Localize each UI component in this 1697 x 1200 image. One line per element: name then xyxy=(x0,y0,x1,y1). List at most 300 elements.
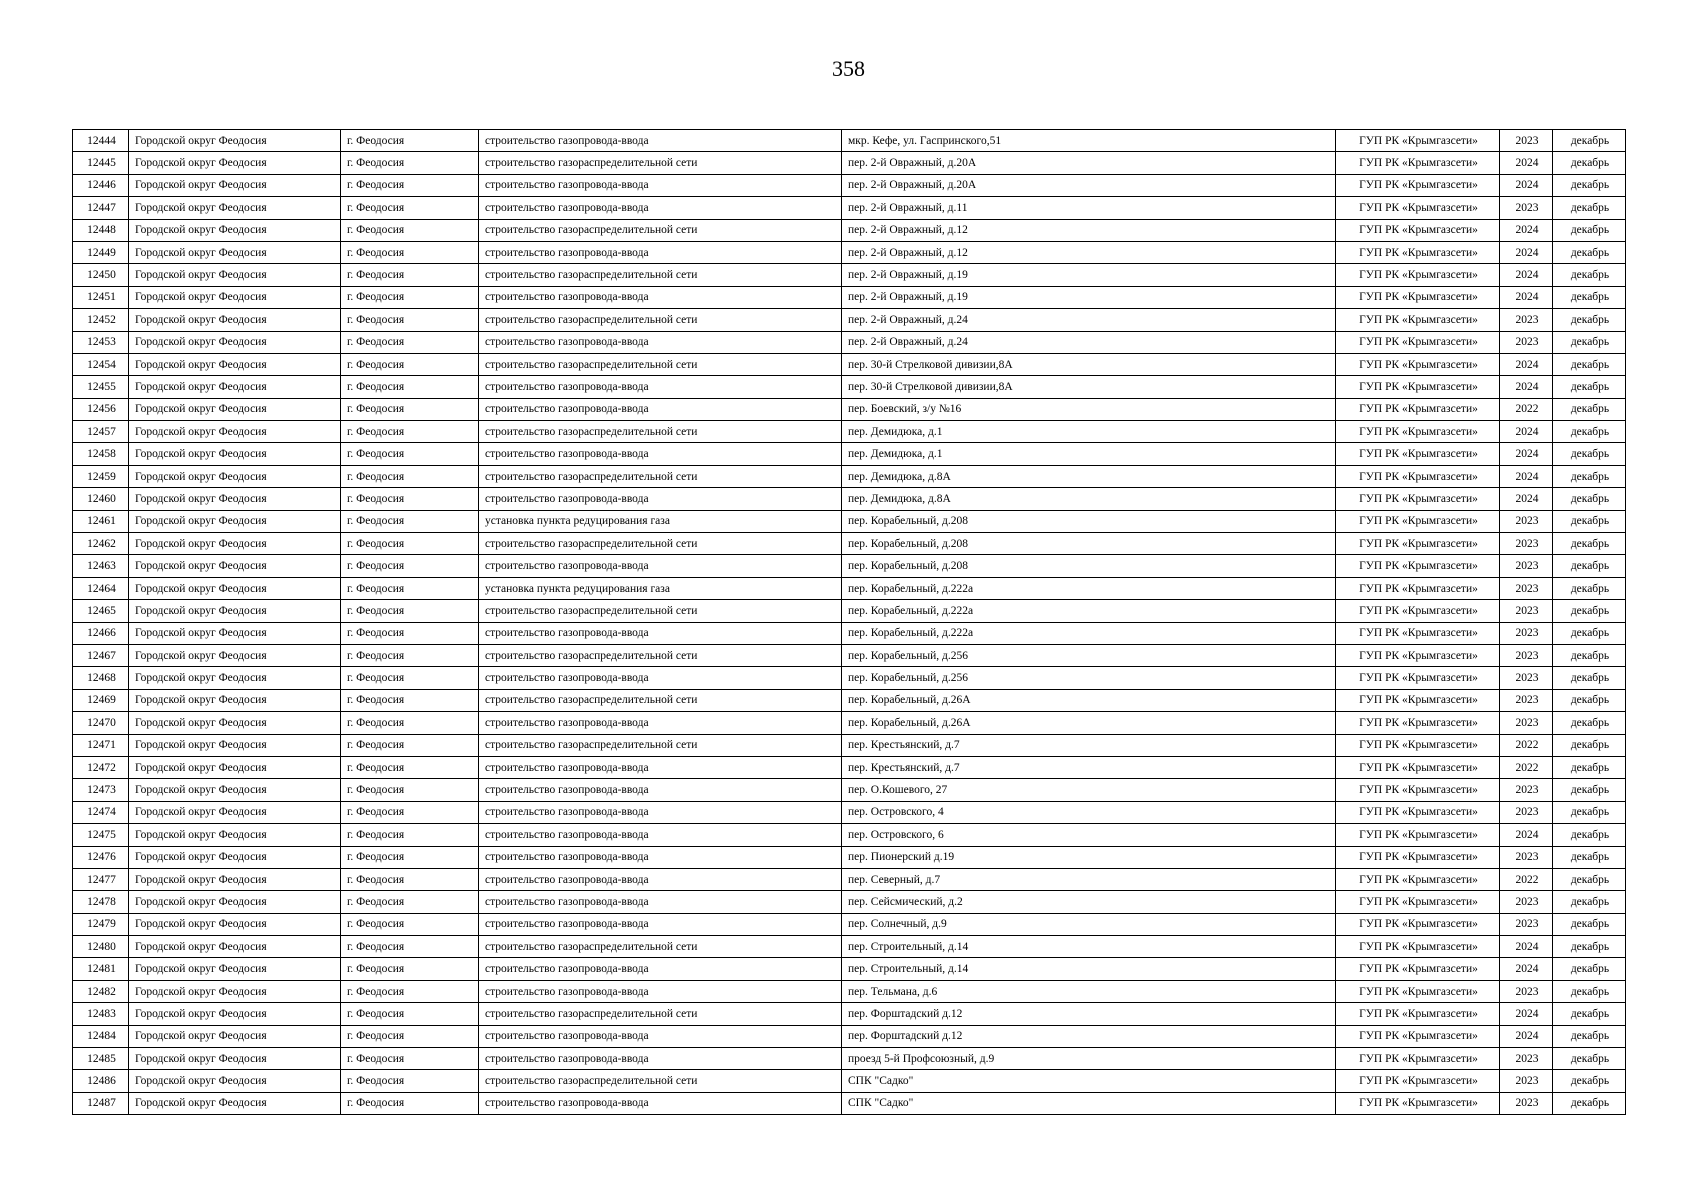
city-cell: г. Феодосия xyxy=(341,980,479,1002)
table-row xyxy=(73,980,1626,1002)
year-cell: 2023 xyxy=(1500,689,1553,711)
work-type-cell: строительство газопровода-ввода xyxy=(479,174,842,196)
organization-cell: ГУП РК «Крымгазсети» xyxy=(1336,264,1500,286)
year-cell: 2023 xyxy=(1500,667,1553,689)
table-row xyxy=(73,264,1626,286)
table-row xyxy=(73,510,1626,532)
row-number-cell: 12462 xyxy=(73,533,129,555)
district-cell: Городской округ Феодосия xyxy=(129,510,341,532)
organization-cell: ГУП РК «Крымгазсети» xyxy=(1336,958,1500,980)
table-row xyxy=(73,443,1626,465)
table-row xyxy=(73,555,1626,577)
month-cell: декабрь xyxy=(1553,152,1626,174)
city-cell: г. Феодосия xyxy=(341,264,479,286)
year-cell: 2022 xyxy=(1500,756,1553,778)
year-cell: 2023 xyxy=(1500,309,1553,331)
month-cell: декабрь xyxy=(1553,488,1626,510)
address-cell: пер. Пионерский д.19 xyxy=(842,846,1336,868)
year-cell: 2023 xyxy=(1500,801,1553,823)
table-row xyxy=(73,644,1626,666)
table-row xyxy=(73,488,1626,510)
row-number-cell: 12455 xyxy=(73,376,129,398)
month-cell: декабрь xyxy=(1553,600,1626,622)
address-cell: пер. Демидюка, д.1 xyxy=(842,443,1336,465)
city-cell: г. Феодосия xyxy=(341,734,479,756)
month-cell: декабрь xyxy=(1553,801,1626,823)
year-cell: 2024 xyxy=(1500,286,1553,308)
city-cell: г. Феодосия xyxy=(341,577,479,599)
city-cell: г. Феодосия xyxy=(341,331,479,353)
year-cell: 2024 xyxy=(1500,219,1553,241)
district-cell: Городской округ Феодосия xyxy=(129,891,341,913)
work-type-cell: строительство газопровода-ввода xyxy=(479,846,842,868)
city-cell: г. Феодосия xyxy=(341,868,479,890)
page-number: 358 xyxy=(832,56,865,81)
district-cell: Городской округ Феодосия xyxy=(129,130,341,152)
month-cell: декабрь xyxy=(1553,667,1626,689)
year-cell: 2024 xyxy=(1500,421,1553,443)
city-cell: г. Феодосия xyxy=(341,689,479,711)
year-cell: 2024 xyxy=(1500,264,1553,286)
address-cell: пер. 2-й Овражный, д.11 xyxy=(842,197,1336,219)
table-row xyxy=(73,577,1626,599)
work-type-cell: строительство газопровода-ввода xyxy=(479,980,842,1002)
work-type-cell: строительство газораспределительной сети xyxy=(479,1003,842,1025)
address-cell: пер. Корабельный, д.208 xyxy=(842,510,1336,532)
organization-cell: ГУП РК «Крымгазсети» xyxy=(1336,197,1500,219)
table-row xyxy=(73,465,1626,487)
month-cell: декабрь xyxy=(1553,264,1626,286)
address-cell: проезд 5-й Профсоюзный, д.9 xyxy=(842,1048,1336,1070)
address-cell: пер. Корабельный, д.26А xyxy=(842,712,1336,734)
district-cell: Городской округ Феодосия xyxy=(129,174,341,196)
month-cell: декабрь xyxy=(1553,644,1626,666)
city-cell: г. Феодосия xyxy=(341,443,479,465)
year-cell: 2024 xyxy=(1500,443,1553,465)
year-cell: 2023 xyxy=(1500,510,1553,532)
district-cell: Городской округ Феодосия xyxy=(129,1003,341,1025)
row-number-cell: 12480 xyxy=(73,936,129,958)
work-type-cell: строительство газопровода-ввода xyxy=(479,376,842,398)
work-type-cell: строительство газопровода-ввода xyxy=(479,779,842,801)
work-type-cell: строительство газораспределительной сети xyxy=(479,152,842,174)
district-cell: Городской округ Феодосия xyxy=(129,219,341,241)
district-cell: Городской округ Феодосия xyxy=(129,443,341,465)
month-cell: декабрь xyxy=(1553,174,1626,196)
row-number-cell: 12457 xyxy=(73,421,129,443)
year-cell: 2024 xyxy=(1500,465,1553,487)
work-type-cell: строительство газопровода-ввода xyxy=(479,868,842,890)
year-cell: 2023 xyxy=(1500,555,1553,577)
address-cell: пер. Демидюка, д.8А xyxy=(842,465,1336,487)
month-cell: декабрь xyxy=(1553,533,1626,555)
district-cell: Городской округ Феодосия xyxy=(129,1048,341,1070)
district-cell: Городской округ Феодосия xyxy=(129,1070,341,1092)
organization-cell: ГУП РК «Крымгазсети» xyxy=(1336,1025,1500,1047)
month-cell: декабрь xyxy=(1553,958,1626,980)
city-cell: г. Феодосия xyxy=(341,130,479,152)
address-cell: пер. Корабельный, д.222а xyxy=(842,577,1336,599)
address-cell: пер. Боевский, з/у №16 xyxy=(842,398,1336,420)
month-cell: декабрь xyxy=(1553,555,1626,577)
city-cell: г. Феодосия xyxy=(341,958,479,980)
row-number-cell: 12469 xyxy=(73,689,129,711)
district-cell: Городской округ Феодосия xyxy=(129,1092,341,1114)
organization-cell: ГУП РК «Крымгазсети» xyxy=(1336,398,1500,420)
district-cell: Городской округ Феодосия xyxy=(129,622,341,644)
address-cell: пер. Корабельный, д.208 xyxy=(842,533,1336,555)
year-cell: 2023 xyxy=(1500,891,1553,913)
work-type-cell: строительство газопровода-ввода xyxy=(479,913,842,935)
organization-cell: ГУП РК «Крымгазсети» xyxy=(1336,331,1500,353)
district-cell: Городской округ Феодосия xyxy=(129,577,341,599)
year-cell: 2024 xyxy=(1500,824,1553,846)
organization-cell: ГУП РК «Крымгазсети» xyxy=(1336,846,1500,868)
table-row xyxy=(73,130,1626,152)
district-cell: Городской округ Феодосия xyxy=(129,913,341,935)
work-type-cell: установка пункта редуцирования газа xyxy=(479,510,842,532)
work-type-cell: строительство газопровода-ввода xyxy=(479,197,842,219)
year-cell: 2022 xyxy=(1500,734,1553,756)
address-cell: пер. Корабельный, д.222а xyxy=(842,600,1336,622)
address-cell: СПК "Садко" xyxy=(842,1070,1336,1092)
district-cell: Городской округ Феодосия xyxy=(129,488,341,510)
district-cell: Городской округ Феодосия xyxy=(129,846,341,868)
year-cell: 2023 xyxy=(1500,1092,1553,1114)
row-number-cell: 12479 xyxy=(73,913,129,935)
table-row xyxy=(73,197,1626,219)
organization-cell: ГУП РК «Крымгазсети» xyxy=(1336,421,1500,443)
city-cell: г. Феодосия xyxy=(341,846,479,868)
table-row xyxy=(73,868,1626,890)
address-cell: СПК "Садко" xyxy=(842,1092,1336,1114)
month-cell: декабрь xyxy=(1553,309,1626,331)
address-cell: мкр. Кефе, ул. Гаспринского,51 xyxy=(842,130,1336,152)
work-type-cell: строительство газопровода-ввода xyxy=(479,824,842,846)
organization-cell: ГУП РК «Крымгазсети» xyxy=(1336,1092,1500,1114)
row-number-cell: 12446 xyxy=(73,174,129,196)
address-cell: пер. Строительный, д.14 xyxy=(842,958,1336,980)
year-cell: 2023 xyxy=(1500,600,1553,622)
work-type-cell: установка пункта редуцирования газа xyxy=(479,577,842,599)
district-cell: Городской округ Феодосия xyxy=(129,152,341,174)
city-cell: г. Феодосия xyxy=(341,1003,479,1025)
row-number-cell: 12459 xyxy=(73,465,129,487)
city-cell: г. Феодосия xyxy=(341,152,479,174)
organization-cell: ГУП РК «Крымгазсети» xyxy=(1336,824,1500,846)
organization-cell: ГУП РК «Крымгазсети» xyxy=(1336,779,1500,801)
year-cell: 2024 xyxy=(1500,936,1553,958)
city-cell: г. Феодосия xyxy=(341,376,479,398)
year-cell: 2023 xyxy=(1500,644,1553,666)
row-number-cell: 12460 xyxy=(73,488,129,510)
table-row xyxy=(73,891,1626,913)
table-row xyxy=(73,779,1626,801)
month-cell: декабрь xyxy=(1553,130,1626,152)
city-cell: г. Феодосия xyxy=(341,891,479,913)
year-cell: 2023 xyxy=(1500,913,1553,935)
organization-cell: ГУП РК «Крымгазсети» xyxy=(1336,712,1500,734)
city-cell: г. Феодосия xyxy=(341,488,479,510)
address-cell: пер. О.Кошевого, 27 xyxy=(842,779,1336,801)
work-type-cell: строительство газораспределительной сети xyxy=(479,465,842,487)
row-number-cell: 12453 xyxy=(73,331,129,353)
city-cell: г. Феодосия xyxy=(341,510,479,532)
district-cell: Городской округ Феодосия xyxy=(129,980,341,1002)
year-cell: 2023 xyxy=(1500,980,1553,1002)
month-cell: декабрь xyxy=(1553,398,1626,420)
row-number-cell: 12445 xyxy=(73,152,129,174)
row-number-cell: 12465 xyxy=(73,600,129,622)
city-cell: г. Феодосия xyxy=(341,712,479,734)
organization-cell: ГУП РК «Крымгазсети» xyxy=(1336,734,1500,756)
row-number-cell: 12454 xyxy=(73,353,129,375)
row-number-cell: 12470 xyxy=(73,712,129,734)
table-row xyxy=(73,1092,1626,1114)
organization-cell: ГУП РК «Крымгазсети» xyxy=(1336,241,1500,263)
row-number-cell: 12485 xyxy=(73,1048,129,1070)
address-cell: пер. Солнечный, д.9 xyxy=(842,913,1336,935)
city-cell: г. Феодосия xyxy=(341,219,479,241)
city-cell: г. Феодосия xyxy=(341,801,479,823)
work-type-cell: строительство газораспределительной сети xyxy=(479,533,842,555)
organization-cell: ГУП РК «Крымгазсети» xyxy=(1336,443,1500,465)
district-cell: Городской округ Феодосия xyxy=(129,936,341,958)
table-row xyxy=(73,152,1626,174)
work-type-cell: строительство газораспределительной сети xyxy=(479,1070,842,1092)
row-number-cell: 12452 xyxy=(73,309,129,331)
city-cell: г. Феодосия xyxy=(341,555,479,577)
row-number-cell: 12468 xyxy=(73,667,129,689)
organization-cell: ГУП РК «Крымгазсети» xyxy=(1336,667,1500,689)
district-cell: Городской округ Феодосия xyxy=(129,421,341,443)
table-row xyxy=(73,1070,1626,1092)
city-cell: г. Феодосия xyxy=(341,756,479,778)
year-cell: 2024 xyxy=(1500,152,1553,174)
organization-cell: ГУП РК «Крымгазсети» xyxy=(1336,577,1500,599)
table-row xyxy=(73,1003,1626,1025)
table-row xyxy=(73,712,1626,734)
table-row xyxy=(73,286,1626,308)
month-cell: декабрь xyxy=(1553,980,1626,1002)
month-cell: декабрь xyxy=(1553,689,1626,711)
year-cell: 2024 xyxy=(1500,353,1553,375)
district-cell: Городской округ Феодосия xyxy=(129,197,341,219)
table-row xyxy=(73,398,1626,420)
row-number-cell: 12463 xyxy=(73,555,129,577)
table-row xyxy=(73,600,1626,622)
organization-cell: ГУП РК «Крымгазсети» xyxy=(1336,1070,1500,1092)
work-type-cell: строительство газораспределительной сети xyxy=(479,644,842,666)
work-type-cell: строительство газораспределительной сети xyxy=(479,353,842,375)
row-number-cell: 12444 xyxy=(73,130,129,152)
row-number-cell: 12464 xyxy=(73,577,129,599)
year-cell: 2024 xyxy=(1500,488,1553,510)
address-cell: пер. Форштадский д.12 xyxy=(842,1003,1336,1025)
month-cell: декабрь xyxy=(1553,286,1626,308)
organization-cell: ГУП РК «Крымгазсети» xyxy=(1336,980,1500,1002)
city-cell: г. Феодосия xyxy=(341,197,479,219)
work-type-cell: строительство газопровода-ввода xyxy=(479,130,842,152)
table-row xyxy=(73,801,1626,823)
table-body xyxy=(73,130,1626,1115)
month-cell: декабрь xyxy=(1553,219,1626,241)
address-cell: пер. Корабельный, д.256 xyxy=(842,667,1336,689)
month-cell: декабрь xyxy=(1553,868,1626,890)
city-cell: г. Феодосия xyxy=(341,309,479,331)
month-cell: декабрь xyxy=(1553,913,1626,935)
district-cell: Городской округ Феодосия xyxy=(129,689,341,711)
year-cell: 2023 xyxy=(1500,533,1553,555)
month-cell: декабрь xyxy=(1553,510,1626,532)
work-type-cell: строительство газопровода-ввода xyxy=(479,958,842,980)
work-type-cell: строительство газопровода-ввода xyxy=(479,331,842,353)
district-cell: Городской округ Феодосия xyxy=(129,600,341,622)
organization-cell: ГУП РК «Крымгазсети» xyxy=(1336,913,1500,935)
organization-cell: ГУП РК «Крымгазсети» xyxy=(1336,152,1500,174)
district-cell: Городской округ Феодосия xyxy=(129,667,341,689)
district-cell: Городской округ Феодосия xyxy=(129,398,341,420)
organization-cell: ГУП РК «Крымгазсети» xyxy=(1336,309,1500,331)
address-cell: пер. Строительный, д.14 xyxy=(842,936,1336,958)
address-cell: пер. 30-й Стрелковой дивизии,8А xyxy=(842,376,1336,398)
address-cell: пер. Корабельный, д.256 xyxy=(842,644,1336,666)
city-cell: г. Феодосия xyxy=(341,936,479,958)
district-cell: Городской округ Феодосия xyxy=(129,376,341,398)
organization-cell: ГУП РК «Крымгазсети» xyxy=(1336,465,1500,487)
month-cell: декабрь xyxy=(1553,241,1626,263)
address-cell: пер. Корабельный, д.222а xyxy=(842,622,1336,644)
organization-cell: ГУП РК «Крымгазсети» xyxy=(1336,600,1500,622)
organization-cell: ГУП РК «Крымгазсети» xyxy=(1336,756,1500,778)
city-cell: г. Феодосия xyxy=(341,286,479,308)
work-type-cell: строительство газораспределительной сети xyxy=(479,600,842,622)
address-cell: пер. 2-й Овражный, д.19 xyxy=(842,264,1336,286)
district-cell: Городской округ Феодосия xyxy=(129,533,341,555)
year-cell: 2023 xyxy=(1500,577,1553,599)
district-cell: Городской округ Феодосия xyxy=(129,331,341,353)
organization-cell: ГУП РК «Крымгазсети» xyxy=(1336,219,1500,241)
work-type-cell: строительство газопровода-ввода xyxy=(479,712,842,734)
work-type-cell: строительство газопровода-ввода xyxy=(479,241,842,263)
year-cell: 2024 xyxy=(1500,241,1553,263)
district-cell: Городской округ Феодосия xyxy=(129,555,341,577)
year-cell: 2023 xyxy=(1500,622,1553,644)
city-cell: г. Феодосия xyxy=(341,779,479,801)
row-number-cell: 12483 xyxy=(73,1003,129,1025)
year-cell: 2023 xyxy=(1500,197,1553,219)
table-row xyxy=(73,824,1626,846)
work-type-cell: строительство газопровода-ввода xyxy=(479,1048,842,1070)
work-type-cell: строительство газораспределительной сети xyxy=(479,219,842,241)
month-cell: декабрь xyxy=(1553,376,1626,398)
address-cell: пер. 2-й Овражный, д.20А xyxy=(842,152,1336,174)
district-cell: Городской округ Феодосия xyxy=(129,824,341,846)
address-cell: пер. Тельмана, д.6 xyxy=(842,980,1336,1002)
month-cell: декабрь xyxy=(1553,936,1626,958)
organization-cell: ГУП РК «Крымгазсети» xyxy=(1336,801,1500,823)
city-cell: г. Феодосия xyxy=(341,353,479,375)
district-cell: Городской округ Феодосия xyxy=(129,644,341,666)
table-row xyxy=(73,376,1626,398)
year-cell: 2023 xyxy=(1500,1048,1553,1070)
month-cell: декабрь xyxy=(1553,734,1626,756)
table-row xyxy=(73,622,1626,644)
year-cell: 2023 xyxy=(1500,1070,1553,1092)
table-row xyxy=(73,913,1626,935)
row-number-cell: 12487 xyxy=(73,1092,129,1114)
city-cell: г. Феодосия xyxy=(341,600,479,622)
work-type-cell: строительство газопровода-ввода xyxy=(479,667,842,689)
table-row xyxy=(73,1025,1626,1047)
month-cell: декабрь xyxy=(1553,846,1626,868)
work-type-cell: строительство газопровода-ввода xyxy=(479,1092,842,1114)
month-cell: декабрь xyxy=(1553,197,1626,219)
work-type-cell: строительство газораспределительной сети xyxy=(479,264,842,286)
address-cell: пер. Корабельный, д.26А xyxy=(842,689,1336,711)
city-cell: г. Феодосия xyxy=(341,1092,479,1114)
table-row xyxy=(73,689,1626,711)
district-cell: Городской округ Феодосия xyxy=(129,286,341,308)
district-cell: Городской округ Феодосия xyxy=(129,734,341,756)
organization-cell: ГУП РК «Крымгазсети» xyxy=(1336,689,1500,711)
month-cell: декабрь xyxy=(1553,1092,1626,1114)
address-cell: пер. 2-й Овражный, д.20А xyxy=(842,174,1336,196)
row-number-cell: 12476 xyxy=(73,846,129,868)
row-number-cell: 12448 xyxy=(73,219,129,241)
year-cell: 2023 xyxy=(1500,712,1553,734)
work-type-cell: строительство газопровода-ввода xyxy=(479,801,842,823)
city-cell: г. Феодосия xyxy=(341,824,479,846)
year-cell: 2024 xyxy=(1500,1025,1553,1047)
month-cell: декабрь xyxy=(1553,1070,1626,1092)
row-number-cell: 12482 xyxy=(73,980,129,1002)
row-number-cell: 12486 xyxy=(73,1070,129,1092)
work-type-cell: строительство газопровода-ввода xyxy=(479,891,842,913)
year-cell: 2023 xyxy=(1500,130,1553,152)
district-cell: Городской округ Феодосия xyxy=(129,756,341,778)
month-cell: декабрь xyxy=(1553,779,1626,801)
city-cell: г. Феодосия xyxy=(341,667,479,689)
work-type-cell: строительство газопровода-ввода xyxy=(479,488,842,510)
organization-cell: ГУП РК «Крымгазсети» xyxy=(1336,891,1500,913)
row-number-cell: 12474 xyxy=(73,801,129,823)
district-cell: Городской округ Феодосия xyxy=(129,353,341,375)
organization-cell: ГУП РК «Крымгазсети» xyxy=(1336,174,1500,196)
address-cell: пер. 2-й Овражный, д.24 xyxy=(842,331,1336,353)
organization-cell: ГУП РК «Крымгазсети» xyxy=(1336,555,1500,577)
district-cell: Городской округ Феодосия xyxy=(129,779,341,801)
district-cell: Городской округ Феодосия xyxy=(129,712,341,734)
month-cell: декабрь xyxy=(1553,824,1626,846)
address-cell: пер. 30-й Стрелковой дивизии,8А xyxy=(842,353,1336,375)
year-cell: 2024 xyxy=(1500,1003,1553,1025)
row-number-cell: 12461 xyxy=(73,510,129,532)
work-type-cell: строительство газораспределительной сети xyxy=(479,689,842,711)
organization-cell: ГУП РК «Крымгазсети» xyxy=(1336,1048,1500,1070)
address-cell: пер. Островского, 4 xyxy=(842,801,1336,823)
table-row xyxy=(73,331,1626,353)
year-cell: 2024 xyxy=(1500,174,1553,196)
table-row xyxy=(73,219,1626,241)
address-cell: пер. 2-й Овражный, д.24 xyxy=(842,309,1336,331)
year-cell: 2024 xyxy=(1500,376,1553,398)
table-row xyxy=(73,846,1626,868)
month-cell: декабрь xyxy=(1553,1003,1626,1025)
year-cell: 2023 xyxy=(1500,846,1553,868)
row-number-cell: 12478 xyxy=(73,891,129,913)
city-cell: г. Феодосия xyxy=(341,174,479,196)
